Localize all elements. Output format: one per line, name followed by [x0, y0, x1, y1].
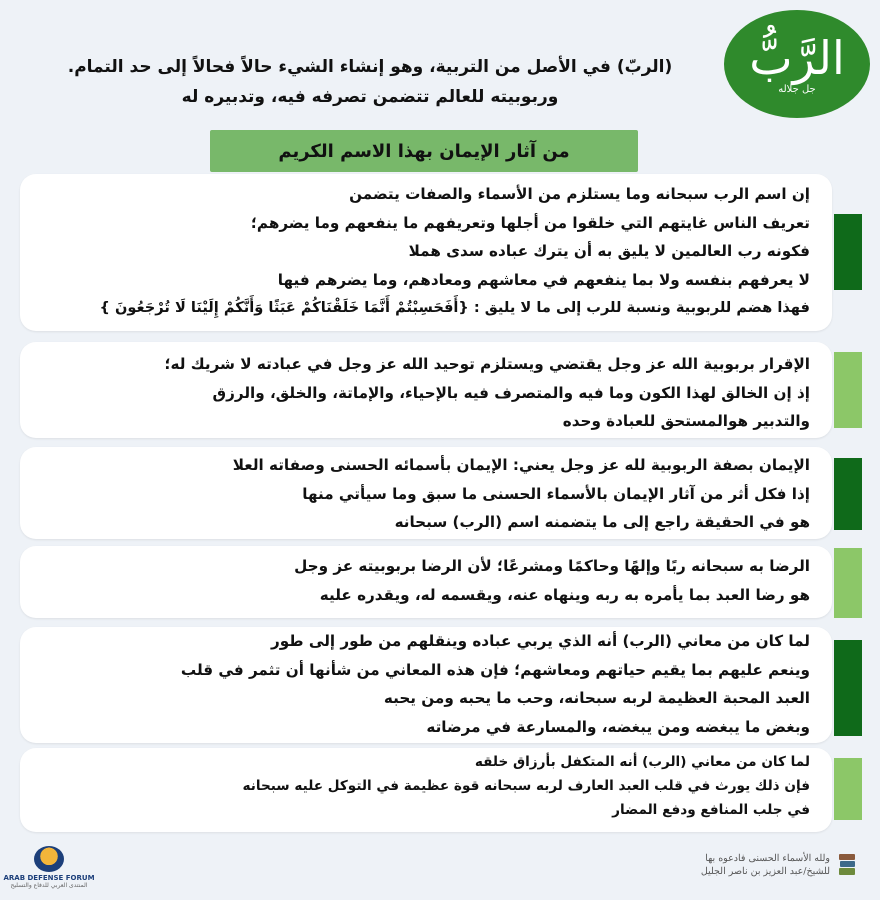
signature-line: ولله الأسماء الحسنى فادعوه بها — [705, 853, 830, 864]
card-tab-5 — [834, 640, 862, 736]
card-line: فإن ذلك يورث في قلب العبد العارف لربه سبحانه قوة عظيمة في التوكل عليه سبحانه — [242, 778, 810, 794]
logo-sub-text: جل جلاله — [778, 83, 816, 95]
card-tab-1 — [834, 214, 862, 290]
card-line: إذا فكل أثر من آثار الإيمان بالأسماء الحسنى ما سبق وما سيأتي منها — [302, 484, 810, 503]
author-signature — [700, 852, 830, 878]
card-tab-6 — [834, 758, 862, 820]
card-line: فكونه رب العالمين لا يليق به أن يترك عباده سدى هملا — [408, 242, 810, 260]
effect-card-4 — [20, 546, 832, 618]
card-line: العبد المحبة العظيمة لربه سبحانه، وحب ما يحبه ومن يحبه — [383, 689, 810, 707]
forum-watermark-logo — [3, 842, 95, 892]
card-tab-4 — [834, 548, 862, 618]
card-line: الإيمان بصفة الربوبية لله عز وجل يعني: الإيمان بأسمائه الحسنى وصفاته العلا — [232, 456, 810, 474]
intro-text — [40, 52, 700, 112]
forum-tagline: المنتدى العربي للدفاع والتسليح — [10, 881, 88, 889]
section-title — [210, 130, 638, 172]
effect-card-2 — [20, 342, 832, 438]
intro-line: (الربّ) في الأصل من التربية، وهو إنشاء الشيء حالاً فحالاً إلى حد التمام. — [67, 57, 673, 77]
title-logo — [724, 10, 870, 118]
card-line: تعريف الناس غايتهم التي خلقوا من أجلها وتعريفهم ما ينفعهم وما يضرهم؛ — [250, 213, 810, 232]
effect-card-1 — [20, 174, 832, 331]
card-line: والتدبير هوالمستحق للعبادة وحده — [562, 412, 810, 430]
effect-card-3 — [20, 447, 832, 539]
card-line: الإقرار بربوبية الله عز وجل يقتضي ويستلزم توحيد الله عز وجل في عبادته لا شريك له؛ — [164, 355, 810, 373]
card-line: وينعم عليهم بما يقيم حياتهم ومعاشهم؛ فإن هذه المعاني من شأنها أن تثمر في قلب — [180, 660, 810, 679]
card-tab-2 — [834, 352, 862, 428]
signature-line: للشيخ/عبد العزيز بن ناصر الجليل — [700, 866, 830, 877]
card-line: وبغض ما يبغضه ومن يبغضه، والمسارعة في مرضاته — [426, 717, 810, 736]
card-line: إن اسم الرب سبحانه وما يستلزم من الأسماء والصفات يتضمن — [349, 185, 810, 203]
emblem-icon — [34, 846, 64, 872]
books-icon — [838, 852, 856, 878]
logo-main-text: الرَّبُّ — [749, 30, 845, 85]
section-title-text: من آثار الإيمان بهذا الاسم الكريم — [278, 140, 570, 162]
card-tab-3 — [834, 458, 862, 530]
intro-line: وربوبيته للعالم تتضمن تصرفه فيه، وتدبيره له — [181, 87, 559, 107]
card-line: فهذا هضم للربوبية ونسبة للرب إلى ما لا يليق : {أَفَحَسِبْتُمْ أَنَّمَا خَلَقْنَاكُمْ عَبَثًا وَأَنَّكُمْ إِلَيْنَا لَا تُرْجَعُونَ } — [99, 299, 810, 316]
card-line: إذ إن الخالق لهذا الكون وما فيه والمتصرف فيه بالإحياء، والإماتة، والخلق، والرزق — [212, 383, 810, 402]
card-line: لما كان من معاني (الرب) أنه الذي يربي عباده وينقلهم من طور إلى طور — [270, 632, 810, 650]
card-line: هو في الحقيقة راجع إلى ما يتضمنه اسم (الرب) سبحانه — [394, 513, 810, 531]
effect-card-6 — [20, 748, 832, 832]
forum-brand: ARAB DEFENSE FORUM — [3, 873, 95, 882]
card-line: الرضا به سبحانه ربًا وإلهًا وحاكمًا ومشرعًا؛ لأن الرضا بربوبيته عز وجل — [294, 557, 810, 575]
effect-card-5 — [20, 627, 832, 743]
card-line: في جلب المنافع ودفع المضار — [612, 802, 810, 818]
card-line: هو رضا العبد بما يأمره به ربه وينهاه عنه، ويقسمه له، ويقدره عليه — [319, 585, 810, 604]
card-line: لا يعرفهم بنفسه ولا بما ينفعهم في معاشهم ومعادهم، وما يضرهم فيها — [277, 270, 810, 289]
card-line: لما كان من معاني (الرب) أنه المتكفل بأرزاق خلقه — [474, 754, 810, 770]
